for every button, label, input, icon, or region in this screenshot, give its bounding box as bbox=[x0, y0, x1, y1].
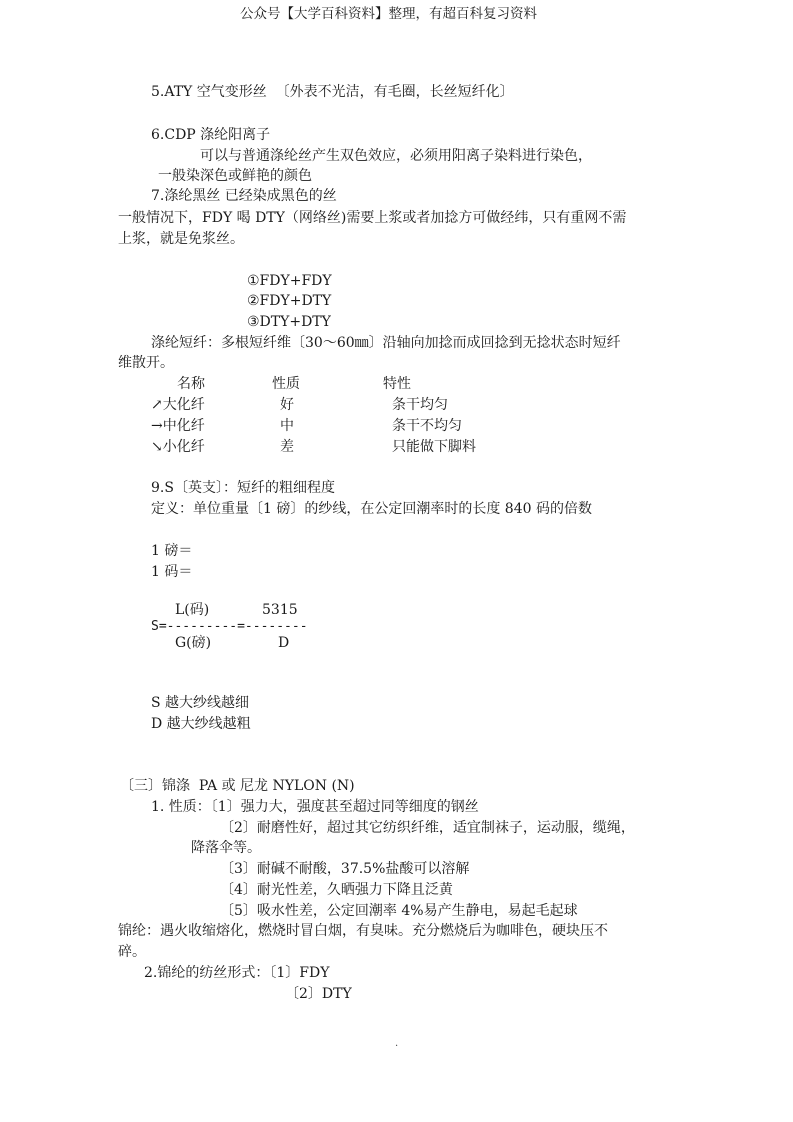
text-line: 1 码＝ bbox=[151, 564, 193, 580]
text-line: 一般情况下，FDY 喝 DTY（网络丝)需要上浆或者加捻方可做经纬，只有重网不需 bbox=[118, 210, 627, 226]
text-line: ①FDY+FDY bbox=[247, 273, 332, 289]
formula-divider: S=---------=-------- bbox=[151, 619, 308, 634]
table-cell-feature: 条干均匀 bbox=[392, 397, 448, 413]
table-header-feature: 特性 bbox=[383, 376, 411, 392]
text-line: 〔2〕DTY bbox=[285, 986, 352, 1002]
table-cell-quality: 中 bbox=[280, 418, 294, 434]
table-cell-quality: 差 bbox=[280, 439, 294, 455]
formula-numerator-left: L(码) bbox=[175, 602, 210, 618]
table-cell-name: →中化纤 bbox=[151, 418, 205, 434]
text-line: 维散开。 bbox=[118, 355, 174, 371]
page-header: 公众号【大学百科资料】整理，有超百科复习资料 bbox=[240, 6, 537, 22]
text-line: ③DTY+DTY bbox=[247, 314, 331, 330]
text-line: 上浆，就是免浆丝。 bbox=[118, 231, 244, 247]
formula-denominator-right: D bbox=[278, 635, 290, 651]
table-header-name: 名称 bbox=[177, 376, 205, 392]
text-line: S 越大纱线越细 bbox=[151, 695, 250, 711]
table-cell-name: ↘小化纤 bbox=[151, 439, 205, 455]
table-cell-quality: 好 bbox=[280, 397, 294, 413]
text-line: 5.ATY 空气变形丝 〔外表不光洁，有毛圈，长丝短纤化〕 bbox=[151, 84, 514, 100]
text-line: 涤纶短纤：多根短纤维〔30～60㎜〕沿轴向加捻而成回捻到无捻状态时短纤 bbox=[151, 335, 621, 351]
text-line: D 越大纱线越粗 bbox=[151, 716, 251, 732]
section-heading: 〔三〕锦涤 PA 或 尼龙 NYLON (N) bbox=[120, 778, 355, 794]
text-line: 〔4〕耐光性差，久晒强力下降且泛黄 bbox=[220, 882, 453, 898]
text-line: 1 磅＝ bbox=[151, 543, 193, 559]
text-line: 〔2〕耐磨性好，超过其它纺织纤维，适宜制袜子，运动服，缆绳， bbox=[220, 820, 635, 836]
text-line: 定义：单位重量〔1 磅〕的纱线，在公定回潮率时的长度 840 码的倍数 bbox=[151, 501, 592, 517]
text-line: 1. 性质：〔1〕强力大，强度甚至超过同等细度的钢丝 bbox=[151, 799, 479, 815]
formula-numerator-right: 5315 bbox=[262, 602, 298, 618]
text-line: 6.CDP 涤纶阳离子 bbox=[151, 127, 271, 143]
text-line: 9.S〔英支〕：短纤的粗细程度 bbox=[151, 480, 335, 496]
text-line: 〔5〕吸水性差，公定回潮率 4%易产生静电，易起毛起球 bbox=[220, 903, 578, 919]
text-line: 可以与普通涤纶丝产生双色效应，必须用阳离子染料进行染色， bbox=[200, 148, 592, 164]
table-cell-feature: 只能做下脚料 bbox=[392, 439, 476, 455]
text-line: ②FDY+DTY bbox=[247, 293, 332, 309]
text-line: 碎。 bbox=[118, 944, 146, 960]
footer-mark: . bbox=[395, 1038, 399, 1049]
text-line: 降落伞等。 bbox=[191, 840, 261, 856]
text-line: 〔3〕耐碱不耐酸，37.5%盐酸可以溶解 bbox=[220, 861, 470, 877]
text-line: 7.涤纶黑丝 已经染成黑色的丝 bbox=[151, 188, 337, 204]
text-line: 2.锦纶的纺丝形式：〔1〕FDY bbox=[144, 965, 330, 981]
text-line: 锦纶：遇火收缩熔化，燃烧时冒白烟，有臭味。充分燃烧后为咖啡色，硬块压不 bbox=[118, 923, 608, 939]
text-line: 一般染深色或鲜艳的颜色 bbox=[158, 168, 312, 184]
formula-denominator-left: G(磅) bbox=[175, 635, 212, 651]
table-cell-name: ↗大化纤 bbox=[151, 397, 205, 413]
table-cell-feature: 条干不均匀 bbox=[392, 418, 462, 434]
table-header-quality: 性质 bbox=[272, 376, 300, 392]
